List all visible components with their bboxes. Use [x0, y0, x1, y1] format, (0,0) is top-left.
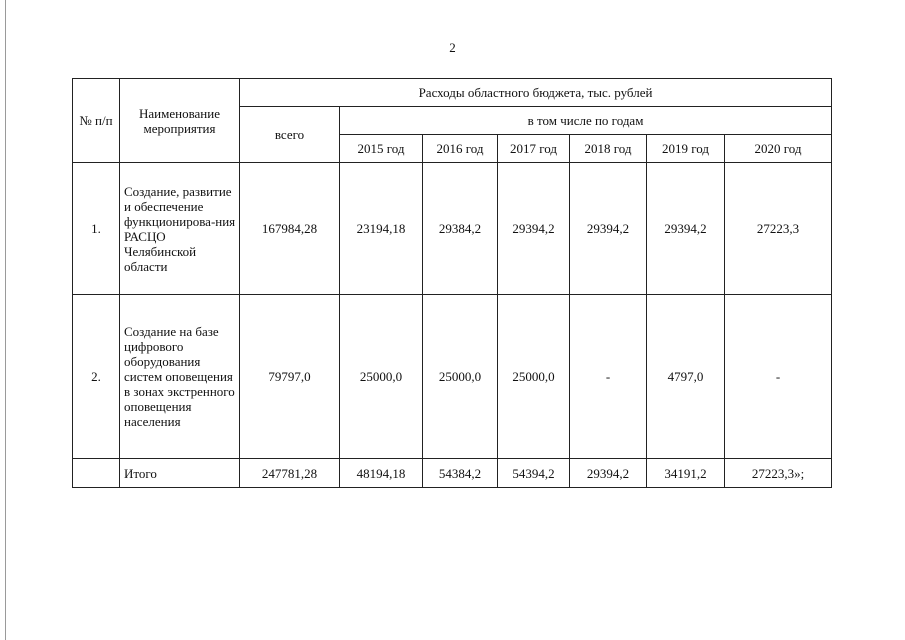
summary-num [73, 459, 120, 488]
summary-value: 54384,2 [423, 459, 498, 488]
row-value: 25000,0 [340, 295, 423, 459]
row-total: 79797,0 [240, 295, 340, 459]
header-year: 2016 год [423, 135, 498, 163]
row-value: 29384,2 [423, 163, 498, 295]
row-value: 29394,2 [498, 163, 570, 295]
summary-total: 247781,28 [240, 459, 340, 488]
header-row-1 [73, 79, 832, 107]
summary-row [73, 459, 832, 488]
row-value: 29394,2 [647, 163, 725, 295]
row-value: - [570, 295, 647, 459]
page-edge-line [5, 0, 6, 640]
row-value: 23194,18 [340, 163, 423, 295]
row-name: Создание на базе цифрового оборудования систем оповещения в зонах экстренного оповещения населения [120, 295, 240, 459]
row-total: 167984,28 [240, 163, 340, 295]
table-row [73, 163, 832, 295]
header-expenses: Расходы областного бюджета, тыс. рублей [240, 79, 832, 107]
header-num: № п/п [73, 79, 120, 163]
header-year: 2018 год [570, 135, 647, 163]
summary-value: 54394,2 [498, 459, 570, 488]
header-year: 2017 год [498, 135, 570, 163]
row-value: 29394,2 [570, 163, 647, 295]
budget-table [72, 78, 832, 488]
row-value: 25000,0 [498, 295, 570, 459]
header-total: всего [240, 107, 340, 163]
header-year: 2015 год [340, 135, 423, 163]
summary-value: 34191,2 [647, 459, 725, 488]
summary-name: Итого [120, 459, 240, 488]
header-name: Наименование мероприятия [120, 79, 240, 163]
row-value: 4797,0 [647, 295, 725, 459]
header-by-years: в том числе по годам [340, 107, 832, 135]
row-num: 1. [73, 163, 120, 295]
summary-value: 29394,2 [570, 459, 647, 488]
header-year: 2020 год [725, 135, 832, 163]
row-value: 27223,3 [725, 163, 832, 295]
table-row [73, 295, 832, 459]
row-num: 2. [73, 295, 120, 459]
row-value: - [725, 295, 832, 459]
summary-value: 27223,3»; [725, 459, 832, 488]
header-year: 2019 год [647, 135, 725, 163]
row-value: 25000,0 [423, 295, 498, 459]
summary-value: 48194,18 [340, 459, 423, 488]
page-number: 2 [449, 40, 456, 55]
row-name: Создание, развитие и обеспечение функционирова-ния РАСЦО Челябинской области [120, 163, 240, 295]
